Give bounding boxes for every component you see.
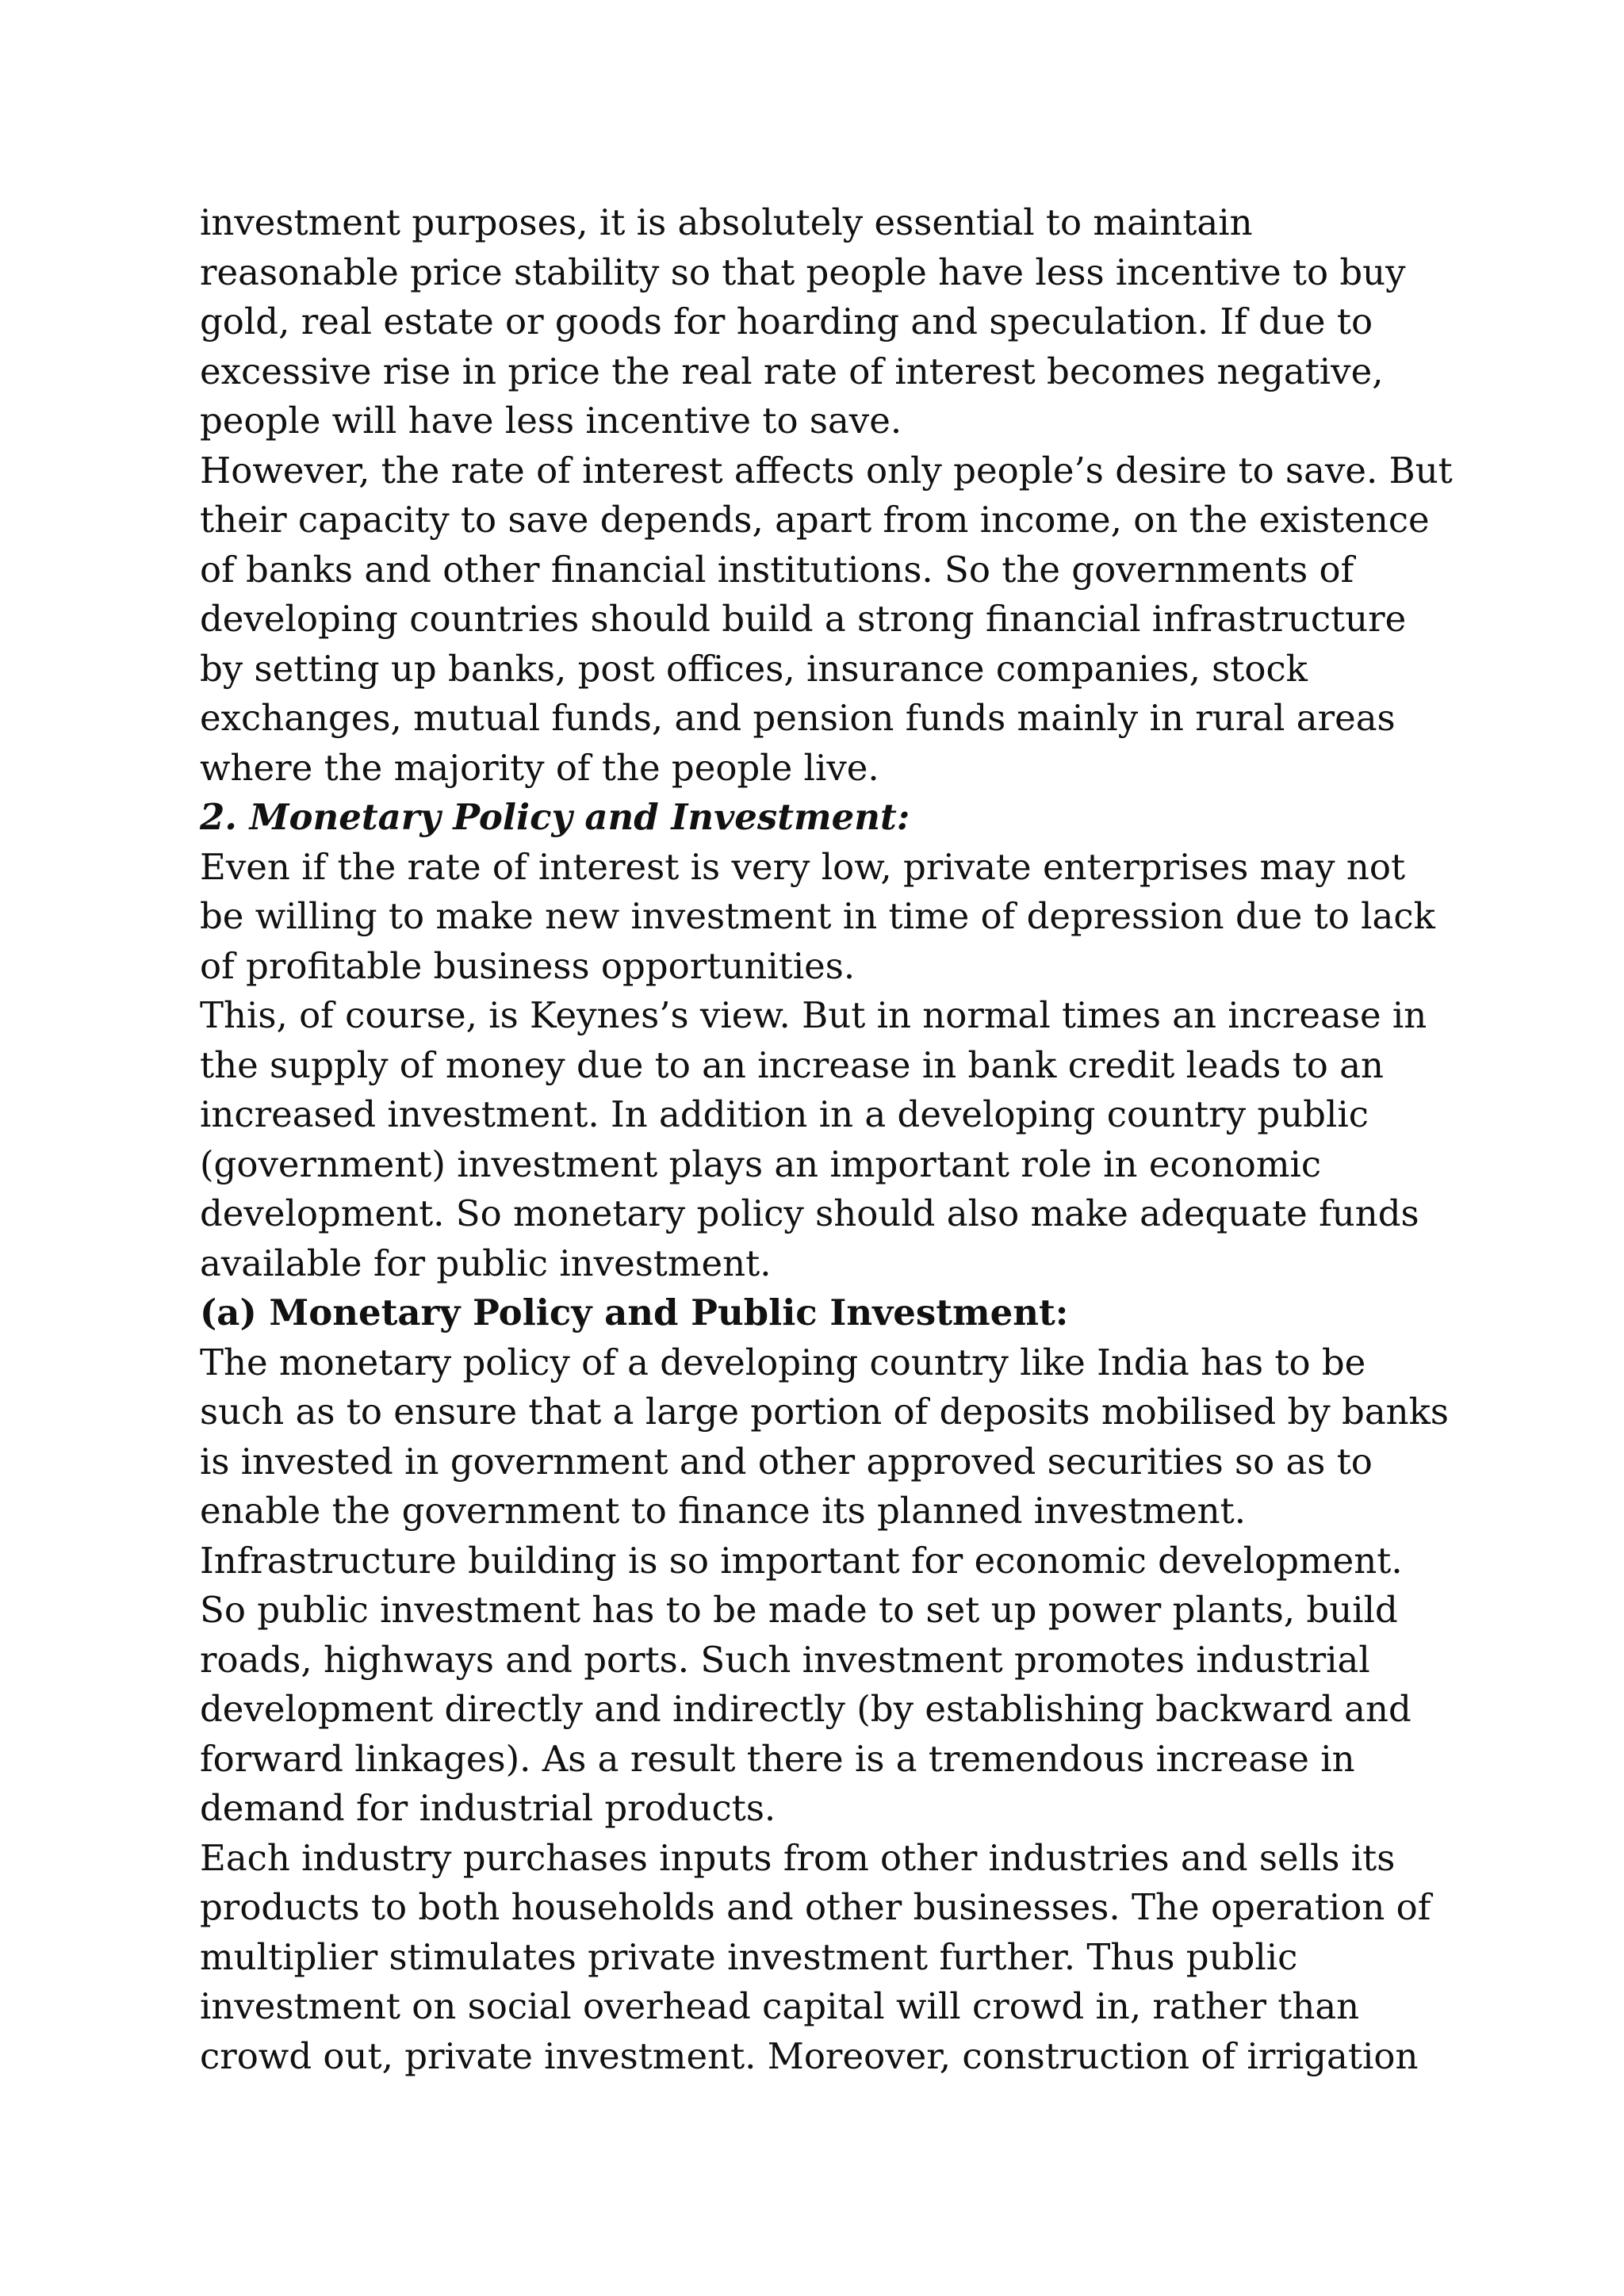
- text-line: products to both households and other businesses. The operation of: [200, 1886, 1431, 1928]
- text-line: the supply of money due to an increase in bank credit leads to an: [200, 1043, 1384, 1086]
- text-line: (government) investment plays an important role in economic: [200, 1142, 1322, 1185]
- text-line: of banks and other financial institutions. So the governments of: [200, 548, 1354, 591]
- section-heading-monetary-policy-investment: [200, 793, 1453, 843]
- text-line: forward linkages). As a result there is a tremendous increase in: [200, 1737, 1355, 1780]
- paragraph-5: [200, 1338, 1453, 1536]
- text-line: demand for industrial products.: [200, 1787, 776, 1829]
- paragraph-3: [200, 843, 1453, 992]
- text-line: enable the government to finance its planned investment.: [200, 1490, 1246, 1532]
- text-line: by setting up banks, post offices, insurance companies, stock: [200, 647, 1308, 690]
- text-line: multiplier stimulates private investment further. Thus public: [200, 1935, 1298, 1978]
- text-line: development directly and indirectly (by establishing backward and: [200, 1688, 1411, 1730]
- text-line: where the majority of the people live.: [200, 746, 879, 789]
- document-page: [200, 198, 1453, 2081]
- heading-text: 2. Monetary Policy and Investment:: [200, 796, 910, 838]
- text-line: development. So monetary policy should also make adequate funds: [200, 1192, 1419, 1234]
- heading-text: (a) Monetary Policy and Public Investment:: [200, 1292, 1069, 1334]
- text-line: available for public investment.: [200, 1242, 772, 1284]
- text-line: investment purposes, it is absolutely essential to maintain: [200, 201, 1253, 243]
- text-line: is invested in government and other approved securities so as to: [200, 1440, 1373, 1483]
- text-line: developing countries should build a strong financial infrastructure: [200, 598, 1407, 640]
- paragraph-4: [200, 991, 1453, 1288]
- paragraph-6: [200, 1536, 1453, 1834]
- paragraph-7: [200, 1834, 1453, 2082]
- paragraph-1: [200, 198, 1453, 446]
- text-line: roads, highways and ports. Such investment promotes industrial: [200, 1638, 1370, 1681]
- text-line: Infrastructure building is so important for economic development.: [200, 1539, 1403, 1582]
- text-line: be willing to make new investment in time of depression due to lack: [200, 895, 1435, 937]
- text-line: The monetary policy of a developing country like India has to be: [200, 1341, 1366, 1383]
- text-line: However, the rate of interest affects only people’s desire to save. But: [200, 449, 1453, 492]
- text-line: reasonable price stability so that people have less incentive to buy: [200, 251, 1406, 293]
- section-heading-public-investment: [200, 1288, 1453, 1338]
- text-line: crowd out, private investment. Moreover, construction of irrigation: [200, 2034, 1419, 2077]
- text-line: increased investment. In addition in a developing country public: [200, 1093, 1369, 1135]
- text-line: people will have less incentive to save.: [200, 400, 902, 442]
- text-line: exchanges, mutual funds, and pension funds mainly in rural areas: [200, 697, 1396, 739]
- text-line: investment on social overhead capital will crowd in, rather than: [200, 1985, 1360, 2027]
- paragraph-2: [200, 446, 1453, 794]
- text-line: Even if the rate of interest is very low, private enterprises may not: [200, 845, 1406, 888]
- text-line: This, of course, is Keynes’s view. But in normal times an increase in: [200, 994, 1427, 1036]
- text-line: excessive rise in price the real rate of interest becomes negative,: [200, 350, 1384, 392]
- text-line: So public investment has to be made to set up power plants, build: [200, 1589, 1398, 1631]
- text-line: gold, real estate or goods for hoarding and speculation. If due to: [200, 300, 1373, 342]
- text-line: of profitable business opportunities.: [200, 944, 856, 987]
- text-line: such as to ensure that a large portion of deposits mobilised by banks: [200, 1391, 1449, 1433]
- text-line: their capacity to save depends, apart from income, on the existence: [200, 499, 1430, 541]
- text-line: Each industry purchases inputs from other industries and sells its: [200, 1836, 1396, 1879]
